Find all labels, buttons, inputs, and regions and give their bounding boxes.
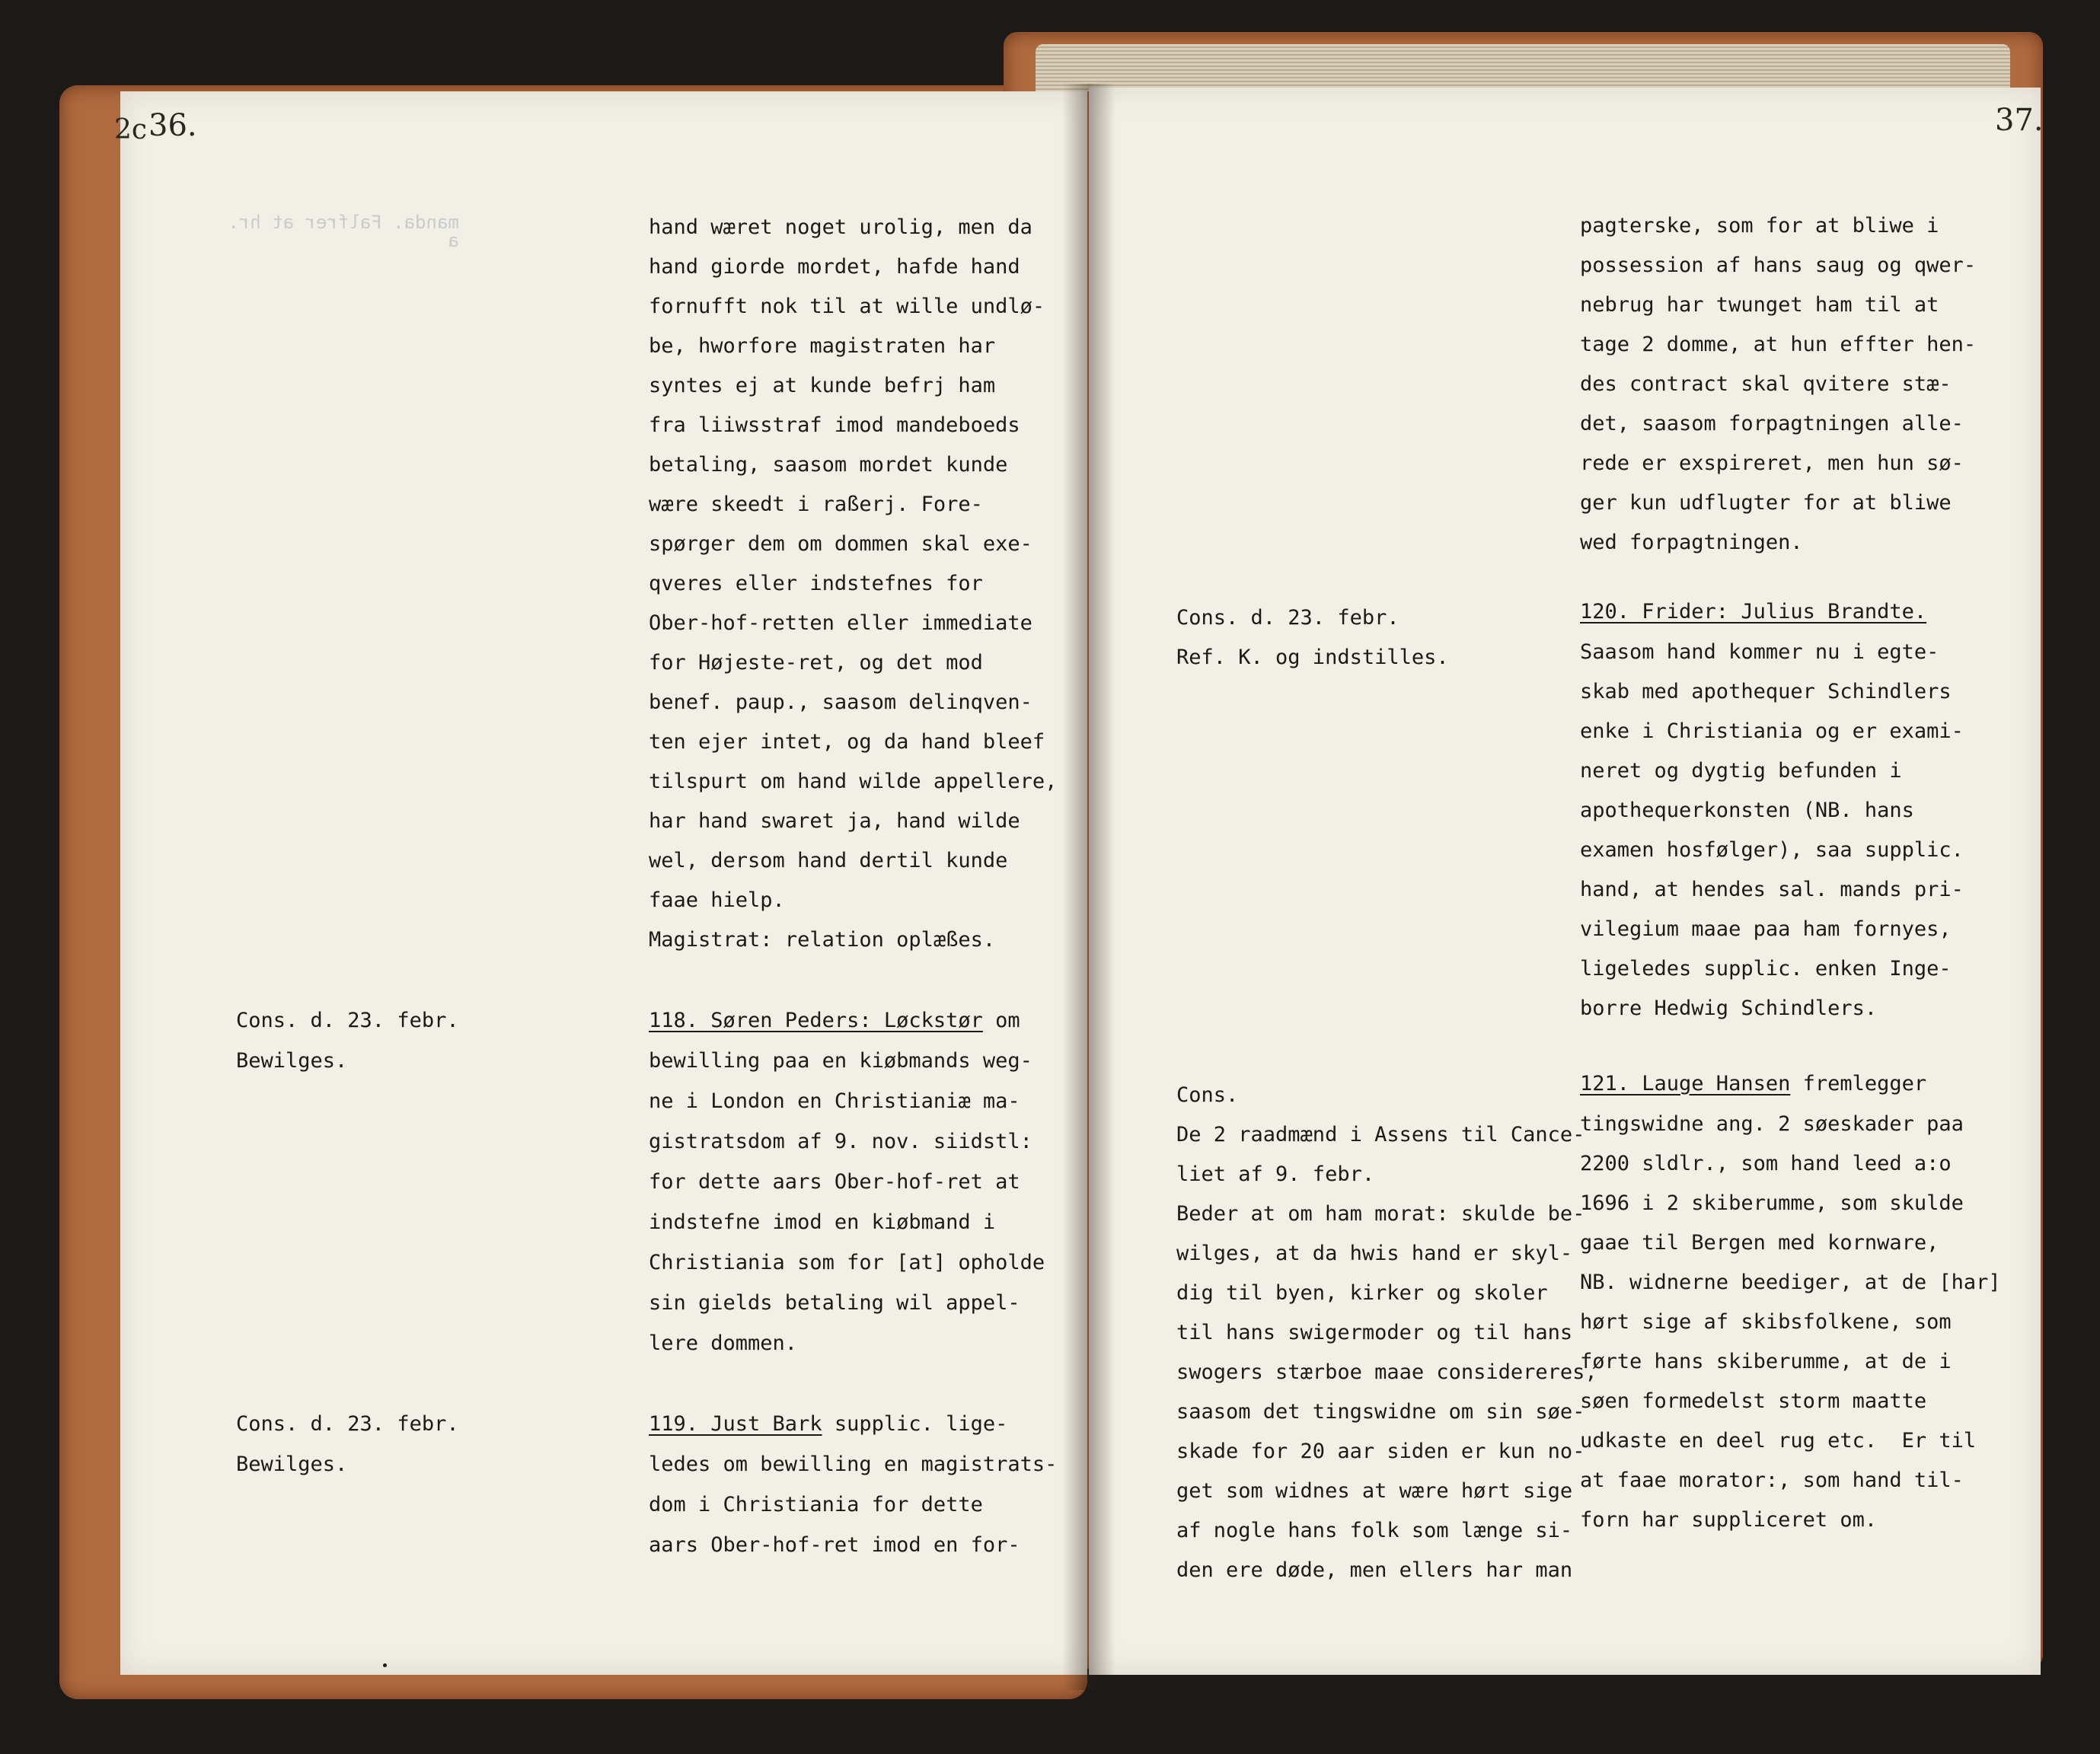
right-body-line: NB. widnerne beediger, at de [har]	[1580, 1271, 2001, 1294]
right-note-line: Cons. d. 23. febr.	[1176, 606, 1399, 630]
left-body-line: Ober-hof-retten eller immediate	[649, 611, 1032, 635]
left-note-line: Bewilges.	[236, 1453, 348, 1476]
left-body-line: Magistrat: relation oplæßes.	[649, 928, 996, 952]
right-note-line: get som widnes at wære hørt sige	[1176, 1479, 1573, 1503]
left-body-line: indstefne imod en kiøbmand i	[649, 1210, 996, 1234]
right-note-line: den ere døde, men ellers har man	[1176, 1558, 1573, 1582]
left-body-line: fra liiwsstraf imod mandeboeds	[649, 413, 1020, 437]
right-body-line: enke i Christiania og er exami-	[1580, 719, 1964, 743]
right-note-line: Beder at om ham morat: skulde be-	[1176, 1202, 1585, 1226]
left-note-line: Cons. d. 23. febr.	[236, 1412, 459, 1436]
left-body-line: faae hielp.	[649, 888, 785, 912]
right-note-line: skade for 20 aar siden er kun no-	[1176, 1440, 1585, 1463]
right-body-line: pagterske, som for at bliwe i	[1580, 214, 1939, 238]
right-body-line: hand, at hendes sal. mands pri-	[1580, 878, 1964, 901]
right-body-line: tage 2 domme, at hun effter hen-	[1580, 333, 1977, 356]
left-body-line: ne i London en Christianiæ ma-	[649, 1089, 1020, 1113]
left-body-line: wære skeedt i raßerj. Fore-	[649, 493, 983, 516]
left-body-line: tilspurt om hand wilde appellere,	[649, 770, 1058, 793]
left-body-line	[649, 1010, 1020, 1031]
left-body-line: betaling, saasom mordet kunde	[649, 453, 1008, 477]
left-body-line: Christiania som for [at] opholde	[649, 1251, 1045, 1274]
left-page	[120, 91, 1087, 1675]
right-body-line: borre Hedwig Schindlers.	[1580, 997, 1878, 1020]
right-body-line: søen formedelst storm maatte	[1580, 1389, 1927, 1413]
left-note-line: Cons. d. 23. febr.	[236, 1009, 459, 1032]
book-gutter	[1062, 84, 1115, 1690]
right-body-line: vilegium maae paa ham fornyes,	[1580, 917, 1952, 941]
left-body-line: dom i Christiania for dette	[649, 1493, 983, 1516]
right-body-line: det, saasom forpagtningen alle-	[1580, 412, 1964, 435]
right-body-line: udkaste en deel rug etc. Er til	[1580, 1429, 1977, 1453]
left-body-line: hand giorde mordet, hafde hand	[649, 255, 1020, 279]
left-body-line: wel, dersom hand dertil kunde	[649, 849, 1008, 872]
right-body-line: at faae morator:, som hand til-	[1580, 1469, 1964, 1492]
right-body-line: tingswidne ang. 2 søeskader paa	[1580, 1112, 1964, 1136]
page-number-right: 37.	[1995, 103, 2044, 138]
right-note-line: Cons.	[1176, 1083, 1239, 1107]
left-body-line: for dette aars Ober-hof-ret at	[649, 1170, 1020, 1194]
right-note-line: til hans swigermoder og til hans	[1176, 1321, 1573, 1344]
left-note-line: Bewilges.	[236, 1049, 348, 1073]
left-body-line	[649, 1414, 1007, 1434]
left-body-line: ten ejer intet, og da hand bleef	[649, 730, 1045, 754]
left-body-line: hand wæret noget urolig, men da	[649, 215, 1032, 239]
left-body-line: bewilling paa en kiøbmands weg-	[649, 1049, 1032, 1073]
left-body-line: har hand swaret ja, hand wilde	[649, 809, 1020, 833]
right-body-line: des contract skal qvitere stæ-	[1580, 372, 1952, 396]
right-body-line: ligeledes supplic. enken Inge-	[1580, 957, 1952, 981]
left-body-line: fornufft nok til at wille undlø-	[649, 295, 1045, 318]
bleed-through-left: manda. Falfrer at hr. a	[228, 212, 459, 251]
right-note-line: saasom det tingswidne om sin søe-	[1176, 1400, 1585, 1424]
right-note-line: Ref. K. og indstilles.	[1176, 646, 1449, 669]
right-note-line: De 2 raadmænd i Assens til Cance-	[1176, 1123, 1585, 1146]
right-note-line: af nogle hans folk som længe si-	[1176, 1519, 1573, 1542]
page-corner-mark: 2c	[114, 114, 148, 145]
right-body-line: apothequerkonsten (NB. hans	[1580, 799, 1914, 822]
entry-heading-118: 118. Søren Peders: Løckstør	[649, 1009, 983, 1032]
right-note-line: swogers stærboe maae considereres,	[1176, 1360, 1597, 1384]
right-body-line	[1580, 1073, 1926, 1094]
page-number-left: 36.	[148, 108, 197, 143]
left-body-line: gistratsdom af 9. nov. siidstl:	[649, 1130, 1032, 1153]
left-body-line: sin gields betaling wil appel-	[649, 1291, 1020, 1315]
left-body-line: be, hworfore magistraten har	[649, 334, 996, 358]
right-body-line: hørt sige af skibsfolkene, som	[1580, 1310, 1952, 1334]
right-body-line: nebrug har twunget ham til at	[1580, 293, 1939, 317]
right-body-line: wed forpagtningen.	[1580, 531, 1803, 554]
left-body-line: ledes om bewilling en magistrats-	[649, 1453, 1058, 1476]
left-body-line: aars Ober-hof-ret imod en for-	[649, 1533, 1020, 1557]
left-body-line: for Højeste-ret, og det mod	[649, 651, 983, 674]
right-body-line: 2200 sldlr., som hand leed a:o	[1580, 1152, 1952, 1175]
entry-heading-tail: om	[982, 1009, 1020, 1032]
right-body-line: skab med apothequer Schindlers	[1580, 680, 1952, 703]
right-body-line: examen hosfølger), saa supplic.	[1580, 838, 1964, 862]
right-body-line: Saasom hand kommer nu i egte-	[1580, 640, 1939, 664]
right-note-line: wilges, at da hwis hand er skyl-	[1176, 1242, 1573, 1265]
right-body-line: 1696 i 2 skiberumme, som skulde	[1580, 1191, 1964, 1215]
right-body-line: forn har suppliceret om.	[1580, 1508, 1878, 1532]
right-body-line: gaae til Bergen med kornware,	[1580, 1231, 1939, 1255]
right-body-line: possession af hans saug og qwer-	[1580, 254, 1977, 277]
right-body-line: ger kun udflugter for at bliwe	[1580, 491, 1952, 515]
left-body-line: spørger dem om dommen skal exe-	[649, 532, 1032, 556]
page-edges	[1036, 44, 2010, 91]
right-note-line: liet af 9. febr.	[1176, 1162, 1375, 1186]
entry-heading-tail: fremlegger	[1790, 1072, 1927, 1095]
left-body-line: benef. paup., saasom delinqven-	[649, 690, 1032, 714]
right-note-line: dig til byen, kirker og skoler	[1176, 1281, 1548, 1305]
entry-heading-120: 120. Frider: Julius Brandte.	[1580, 600, 1927, 623]
right-body-line: rede er exspireret, men hun sø-	[1580, 451, 1964, 475]
ink-dot	[383, 1663, 387, 1667]
entry-heading-121: 121. Lauge Hansen	[1580, 1072, 1791, 1095]
right-body-line: neret og dygtig befunden i	[1580, 759, 1902, 783]
right-body-line: førte hans skiberumme, at de i	[1580, 1350, 1952, 1373]
left-body-line: qveres eller indstefnes for	[649, 572, 983, 595]
left-body-line: lere dommen.	[649, 1331, 798, 1355]
left-body-line: syntes ej at kunde befrj ham	[649, 374, 996, 397]
entry-heading-119: 119. Just Bark	[649, 1412, 822, 1436]
entry-heading-tail: supplic. lige-	[822, 1412, 1008, 1436]
